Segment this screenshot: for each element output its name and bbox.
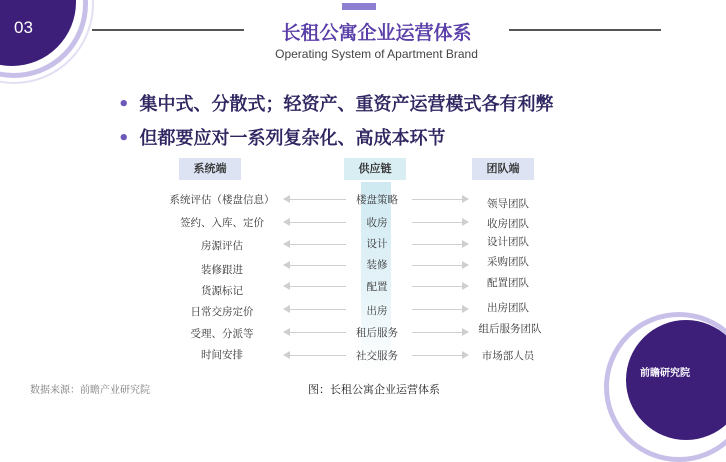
supply-chain-item: 社交服务 — [356, 350, 398, 362]
supply-chain-item: 出房 — [366, 305, 388, 317]
team-item: 领导团队 — [487, 198, 529, 210]
section-number: 03 — [14, 18, 33, 37]
page-title: 长租公寓企业运营体系 — [281, 22, 472, 44]
arrow-right-icon — [412, 199, 468, 200]
arrow-left-icon — [284, 265, 346, 266]
system-item: 货源标记 — [201, 285, 243, 297]
arrow-right-icon — [412, 222, 468, 223]
column-header-system: 系统端 — [179, 158, 241, 180]
system-item: 签约、入库、定价 — [180, 217, 264, 229]
arrow-left-icon — [284, 199, 346, 200]
arrow-right-icon — [412, 265, 468, 266]
supply-chain-item: 设计 — [366, 238, 388, 250]
system-item: 系统评估（楼盘信息） — [169, 194, 275, 206]
column-header-supply-chain: 供应链 — [344, 158, 406, 180]
title-divider-left — [92, 29, 244, 31]
supply-chain-item: 收房 — [366, 217, 388, 229]
bullet-point — [118, 90, 554, 116]
page-subtitle: Operating System of Apartment Brand — [275, 47, 478, 61]
team-item: 收房团队 — [487, 218, 529, 230]
arrow-left-icon — [284, 244, 346, 245]
system-item: 受理、分派等 — [190, 328, 254, 340]
data-source-note: 数据来源：前瞻产业研究院 — [30, 385, 150, 396]
supply-chain-flow-bar — [361, 182, 391, 372]
supply-chain-item: 配置 — [366, 281, 388, 293]
supply-chain-item: 装修 — [366, 259, 388, 271]
team-item: 采购团队 — [487, 256, 529, 268]
team-item: 设计团队 — [487, 236, 529, 248]
system-item: 日常交房定价 — [190, 306, 254, 318]
team-item: 配置团队 — [487, 277, 529, 289]
title-divider-right — [509, 29, 661, 31]
brand-logo: 前瞻研究院 — [640, 368, 690, 379]
arrow-right-icon — [412, 332, 468, 333]
bullet-point — [118, 124, 446, 150]
bullet-dot-icon: • — [118, 128, 130, 149]
bullet-text: 集中式、分散式；轻资产、重资产运营模式各有利弊 — [139, 94, 554, 115]
arrow-left-icon — [284, 355, 346, 356]
arrow-left-icon — [284, 222, 346, 223]
arrow-right-icon — [412, 309, 468, 310]
team-item: 组后服务团队 — [478, 323, 542, 335]
arrow-right-icon — [412, 244, 468, 245]
supply-chain-item: 租后服务 — [356, 327, 398, 339]
system-item: 装修跟进 — [201, 264, 243, 276]
arrow-right-icon — [412, 355, 468, 356]
bullet-text: 但都要应对一系列复杂化、高成本环节 — [139, 128, 446, 149]
team-item: 市场部人员 — [481, 350, 535, 362]
title-accent-bar — [342, 3, 376, 10]
arrow-left-icon — [284, 309, 346, 310]
bullet-dot-icon: • — [118, 94, 130, 115]
column-header-team: 团队端 — [472, 158, 534, 180]
arrow-right-icon — [412, 286, 468, 287]
system-item: 时间安排 — [201, 349, 243, 361]
system-item: 房源评估 — [201, 240, 243, 252]
team-item: 出房团队 — [487, 302, 529, 314]
figure-caption: 图：长租公寓企业运营体系 — [308, 383, 440, 396]
arrow-left-icon — [284, 286, 346, 287]
arrow-left-icon — [284, 332, 346, 333]
supply-chain-item: 楼盘策略 — [356, 194, 398, 206]
